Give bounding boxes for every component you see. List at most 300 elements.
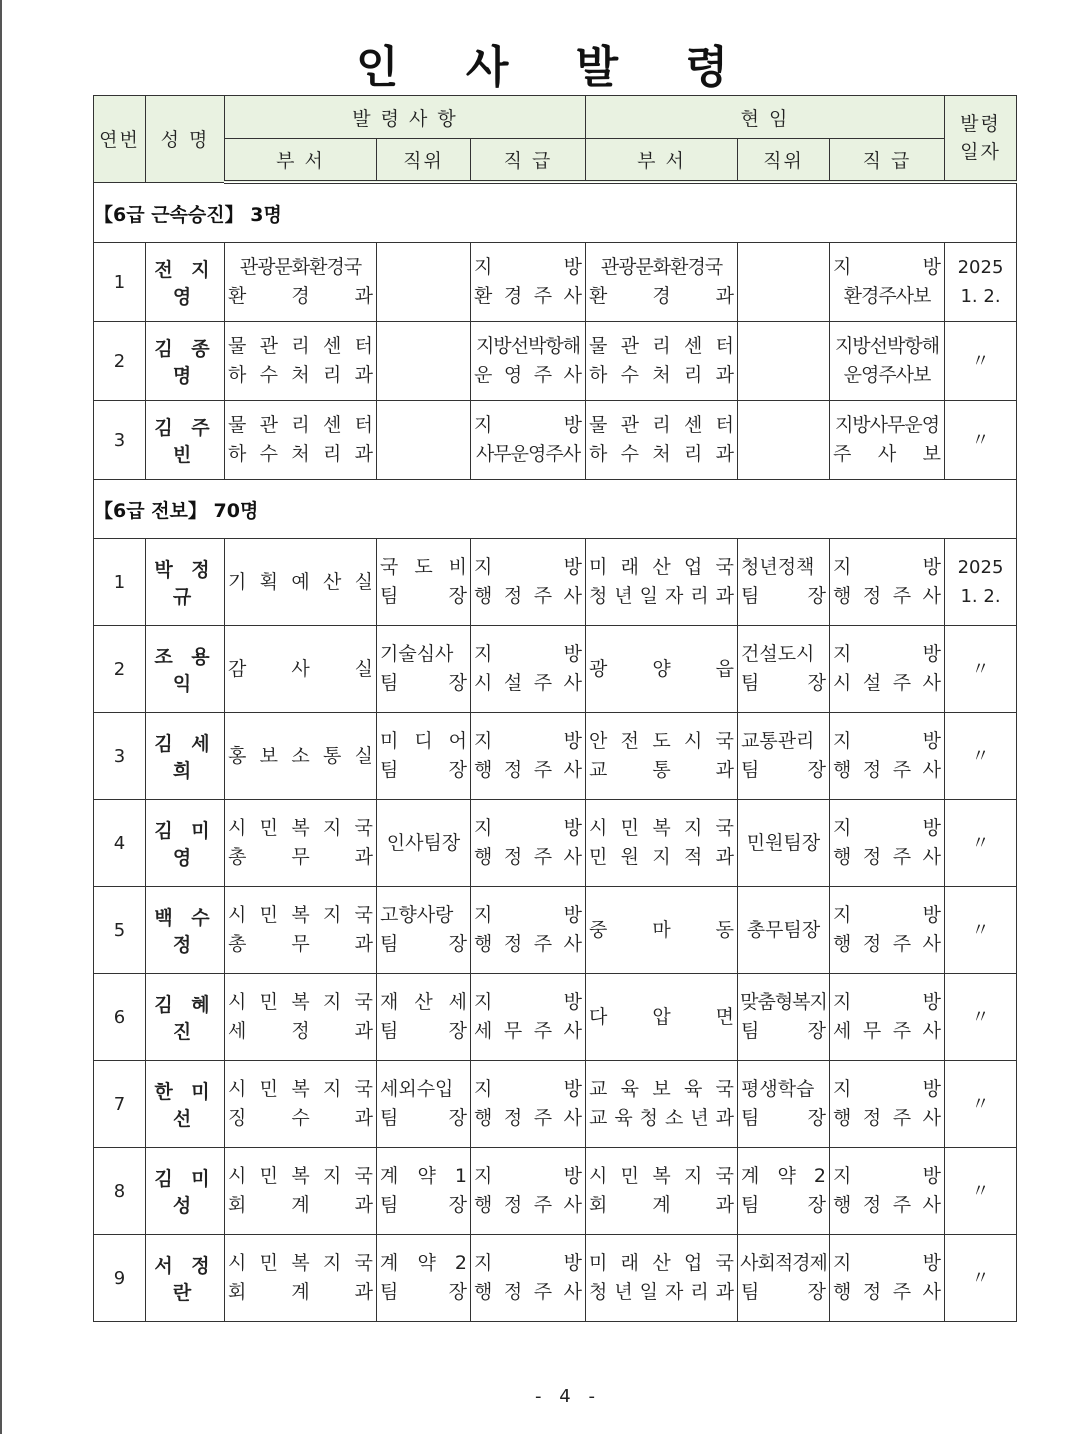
cell-word: 사 xyxy=(877,443,897,465)
order-date-line: 〃 xyxy=(971,1267,990,1289)
cell-word: 민 xyxy=(259,817,279,839)
current-grade xyxy=(830,626,945,713)
cell-word: 설 xyxy=(862,672,882,694)
cell-text: 평생학습 xyxy=(741,1078,815,1100)
cell-word: 과 xyxy=(354,1107,373,1129)
cell-word: 리 xyxy=(652,335,671,357)
cell-lines xyxy=(471,814,585,872)
new-dept xyxy=(225,626,377,713)
current-dept xyxy=(586,887,738,974)
cell-word: 방 xyxy=(922,1252,942,1274)
cell-lines xyxy=(471,1249,585,1307)
new-position xyxy=(377,713,471,800)
cell-word: 방 xyxy=(563,1165,582,1187)
cell-word: 사 xyxy=(563,933,582,955)
order-date-line: 1. 2. xyxy=(960,286,1001,307)
cell-word: 정 xyxy=(862,846,882,868)
cell-word: 지 xyxy=(683,817,703,839)
cell-word: 지 xyxy=(833,556,852,578)
cell-line xyxy=(228,1249,373,1278)
cell-word: 실 xyxy=(354,657,373,680)
cell-line xyxy=(380,727,467,756)
cell-lines xyxy=(471,1075,585,1133)
cell-word: 팀 xyxy=(380,1281,399,1303)
cell-word: 지 xyxy=(833,256,852,278)
cell-line xyxy=(741,1017,826,1046)
cell-line xyxy=(833,814,941,843)
cell-word: 복 xyxy=(652,1165,671,1187)
cell-word: 민 xyxy=(259,1252,279,1274)
table-row xyxy=(94,1148,1017,1235)
cell-word: 래 xyxy=(620,1252,640,1274)
cell-word: 물 xyxy=(589,414,608,436)
cell-word: 사 xyxy=(563,585,582,607)
order-date-line: 〃 xyxy=(971,658,990,680)
person-name: 김 미 영 xyxy=(146,800,225,887)
cell-word: 처 xyxy=(291,443,310,465)
cell-word: 시 xyxy=(683,730,703,752)
cell-word: 지 xyxy=(322,817,342,839)
cell-word: 방 xyxy=(563,643,582,665)
cell-line xyxy=(741,829,826,858)
cell-word: 리 xyxy=(652,414,671,436)
new-grade xyxy=(471,713,586,800)
cell-line xyxy=(228,1191,373,1220)
cell-word: 과 xyxy=(715,1107,734,1129)
cell-lines xyxy=(586,1249,737,1307)
cell-word: 국 xyxy=(354,991,373,1013)
cell-word: 사 xyxy=(922,846,941,868)
cell-word: 지 xyxy=(474,1078,493,1100)
header-current-position: 직위 xyxy=(738,139,830,183)
cell-line xyxy=(833,843,941,872)
cell-word: 터 xyxy=(354,335,373,357)
cell-line xyxy=(833,253,941,282)
cell-lines xyxy=(377,727,470,785)
cell-line xyxy=(380,1278,467,1307)
cell-word: 행 xyxy=(833,933,852,955)
cell-word: 팀 xyxy=(380,1020,399,1042)
new-grade xyxy=(471,1235,586,1322)
cell-word: 약 xyxy=(777,1165,796,1187)
cell-word: 시 xyxy=(228,904,247,926)
cell-word: 지 xyxy=(322,1078,342,1100)
cell-word: 행 xyxy=(474,759,493,781)
cell-word: 방 xyxy=(922,991,942,1013)
cell-word: 지 xyxy=(474,414,493,436)
cell-word: 주 xyxy=(833,443,852,465)
current-dept xyxy=(586,1061,738,1148)
cell-word: 정 xyxy=(862,1107,882,1129)
cell-word: 터 xyxy=(354,414,373,436)
cell-word: 사 xyxy=(563,364,582,386)
order-date-line: 2025 xyxy=(957,257,1004,278)
cell-lines xyxy=(830,640,944,698)
header-current-grade: 직 급 xyxy=(830,139,945,183)
cell-word: 자 xyxy=(664,585,684,607)
cell-word: 환 xyxy=(228,285,247,307)
current-dept xyxy=(586,713,738,800)
cell-word: 행 xyxy=(833,759,852,781)
current-grade xyxy=(830,539,945,626)
new-grade xyxy=(471,1148,586,1235)
cell-word: 경 xyxy=(291,285,310,307)
cell-word: 지 xyxy=(474,1252,493,1274)
cell-line xyxy=(741,988,826,1017)
cell-lines xyxy=(225,1162,376,1220)
cell-line xyxy=(833,1278,941,1307)
cell-word: 복 xyxy=(291,1252,310,1274)
cell-word: 물 xyxy=(228,335,247,357)
new-dept xyxy=(225,887,377,974)
cell-word: 행 xyxy=(833,846,852,868)
cell-word: 2 xyxy=(813,1165,826,1187)
cell-word: 장 xyxy=(807,1107,826,1129)
cell-lines xyxy=(471,901,585,959)
cell-line xyxy=(833,1249,941,1278)
new-position xyxy=(377,1061,471,1148)
cell-word: 육 xyxy=(683,1078,703,1100)
cell-lines xyxy=(830,1075,944,1133)
row-number: 8 xyxy=(94,1148,146,1235)
cell-word: 무 xyxy=(862,1020,882,1042)
cell-word: 수 xyxy=(259,443,279,465)
new-dept xyxy=(225,713,377,800)
person-name: 박 정 규 xyxy=(146,539,225,626)
cell-line xyxy=(380,1162,467,1191)
cell-word: 터 xyxy=(715,414,734,436)
cell-lines xyxy=(225,814,376,872)
cell-line xyxy=(741,1104,826,1133)
current-grade xyxy=(830,401,945,480)
cell-word: 사 xyxy=(922,672,941,694)
cell-line xyxy=(228,1017,373,1046)
cell-word: 시 xyxy=(228,817,247,839)
cell-word: 정 xyxy=(503,1194,523,1216)
cell-line xyxy=(474,727,582,756)
cell-word: 관 xyxy=(259,414,279,436)
person-name: 김 세 희 xyxy=(146,713,225,800)
table-row xyxy=(94,626,1017,713)
cell-word: 정 xyxy=(862,759,882,781)
cell-text: 교통관리 xyxy=(741,730,815,752)
cell-word: 지 xyxy=(474,256,493,278)
cell-line xyxy=(833,1017,941,1046)
current-grade xyxy=(830,243,945,322)
cell-word: 통 xyxy=(322,744,342,767)
cell-word: 복 xyxy=(291,817,310,839)
current-position xyxy=(738,974,830,1061)
cell-lines xyxy=(830,901,944,959)
table-row xyxy=(94,322,1017,401)
order-date-line: 〃 xyxy=(971,745,990,767)
cell-word: 민 xyxy=(259,1078,279,1100)
cell-word: 과 xyxy=(354,1020,373,1042)
cell-word: 미 xyxy=(589,1252,608,1274)
cell-word: 정 xyxy=(503,759,523,781)
cell-text: 인사팀장 xyxy=(386,831,461,854)
cell-word: 장 xyxy=(807,1281,826,1303)
order-date xyxy=(945,1061,1017,1148)
cell-word: 팀 xyxy=(380,1194,399,1216)
header-row-2 xyxy=(94,139,1017,183)
cell-text: 운영주사보 xyxy=(843,364,931,386)
cell-word: 지 xyxy=(474,730,493,752)
cell-word: 무 xyxy=(503,1020,523,1042)
current-position xyxy=(738,1148,830,1235)
order-date xyxy=(945,1235,1017,1322)
cell-line xyxy=(589,843,734,872)
cell-word: 약 xyxy=(417,1252,436,1274)
cell-line xyxy=(833,1104,941,1133)
cell-lines xyxy=(830,411,944,469)
cell-word: 국 xyxy=(715,1252,734,1274)
new-dept xyxy=(225,1061,377,1148)
cell-word: 과 xyxy=(354,364,373,386)
cell-word: 과 xyxy=(354,1281,373,1303)
cell-word: 리 xyxy=(291,335,310,357)
cell-line xyxy=(589,1162,734,1191)
cell-word: 센 xyxy=(683,414,703,436)
table-row xyxy=(94,713,1017,800)
cell-word: 사 xyxy=(922,1107,941,1129)
cell-line xyxy=(228,332,373,361)
cell-word: 정 xyxy=(862,933,882,955)
order-date-line: 〃 xyxy=(971,1093,990,1115)
cell-word: 시 xyxy=(589,1165,608,1187)
cell-word: 주 xyxy=(892,933,912,955)
cell-text: 기술심사 xyxy=(380,643,454,665)
cell-line xyxy=(474,640,582,669)
cell-word: 사 xyxy=(291,657,310,680)
cell-line xyxy=(380,553,467,582)
cell-word: 장 xyxy=(448,672,467,694)
cell-word: 시 xyxy=(228,1165,247,1187)
cell-line xyxy=(589,332,734,361)
current-dept xyxy=(586,243,738,322)
cell-word: 방 xyxy=(922,817,942,839)
cell-lines xyxy=(830,553,944,611)
current-grade xyxy=(830,800,945,887)
cell-lines xyxy=(225,411,376,469)
cell-line xyxy=(833,669,941,698)
cell-word: 정 xyxy=(503,846,523,868)
new-position xyxy=(377,1148,471,1235)
cell-line xyxy=(741,1249,826,1278)
cell-word: 사 xyxy=(563,285,582,307)
cell-word: 주 xyxy=(892,1107,912,1129)
cell-word: 국 xyxy=(354,817,373,839)
cell-line xyxy=(474,988,582,1017)
table-row xyxy=(94,1235,1017,1322)
cell-line xyxy=(228,568,373,597)
cell-word: 주 xyxy=(533,364,553,386)
row-number: 2 xyxy=(94,322,146,401)
document-title: 인 사 발 령 xyxy=(356,42,754,93)
new-grade xyxy=(471,626,586,713)
cell-lines xyxy=(471,1162,585,1220)
new-position xyxy=(377,401,471,480)
cell-word: 환 xyxy=(589,285,608,307)
cell-word: 주 xyxy=(533,285,553,307)
cell-line xyxy=(589,440,734,469)
cell-word: 국 xyxy=(354,904,373,926)
cell-line xyxy=(833,756,941,785)
current-dept xyxy=(586,1235,738,1322)
cell-word: 과 xyxy=(354,1194,373,1216)
cell-word: 행 xyxy=(474,1107,493,1129)
cell-line xyxy=(741,640,826,669)
cell-line xyxy=(589,727,734,756)
cell-word: 방 xyxy=(922,1165,942,1187)
cell-word: 실 xyxy=(354,744,373,767)
header-new-position: 직위 xyxy=(377,139,471,183)
cell-word: 정 xyxy=(862,1194,882,1216)
cell-lines xyxy=(830,814,944,872)
cell-word: 지 xyxy=(833,1165,852,1187)
cell-lines xyxy=(738,916,829,945)
table-row xyxy=(94,539,1017,626)
cell-line xyxy=(741,1162,826,1191)
cell-word: 행 xyxy=(474,585,493,607)
cell-line xyxy=(833,582,941,611)
order-date-line: 〃 xyxy=(971,832,990,854)
cell-word: 행 xyxy=(833,1194,852,1216)
row-number: 1 xyxy=(94,539,146,626)
cell-word: 경 xyxy=(652,285,671,307)
cell-word: 무 xyxy=(291,846,310,868)
new-position xyxy=(377,322,471,401)
cell-word: 행 xyxy=(833,585,852,607)
current-dept xyxy=(586,539,738,626)
cell-line xyxy=(474,1075,582,1104)
cell-text: 사회적경제 xyxy=(740,1252,827,1274)
cell-word: 동 xyxy=(715,918,734,941)
cell-word: 재 xyxy=(380,991,399,1013)
order-date xyxy=(945,800,1017,887)
cell-word: 주 xyxy=(892,585,912,607)
cell-line xyxy=(380,1017,467,1046)
cell-word: 사 xyxy=(922,759,941,781)
cell-lines xyxy=(471,640,585,698)
cell-lines xyxy=(471,411,585,469)
cell-word: 주 xyxy=(533,1281,553,1303)
cell-word: 환 xyxy=(474,285,493,307)
cell-line xyxy=(228,742,373,771)
cell-word: 주 xyxy=(892,1194,912,1216)
cell-lines xyxy=(225,1249,376,1307)
current-grade xyxy=(830,1148,945,1235)
cell-line xyxy=(474,669,582,698)
current-position xyxy=(738,322,830,401)
cell-word: 양 xyxy=(652,657,671,680)
cell-word: 사 xyxy=(563,846,582,868)
cell-line xyxy=(380,1191,467,1220)
cell-word: 장 xyxy=(448,1020,467,1042)
cell-lines xyxy=(738,553,829,611)
cell-word: 처 xyxy=(291,364,310,386)
cell-word: 세 xyxy=(448,991,467,1013)
cell-line xyxy=(589,655,734,684)
cell-line xyxy=(380,1249,467,1278)
cell-line xyxy=(380,756,467,785)
cell-text: 사무운영주사 xyxy=(475,443,581,465)
header-no: 연번 xyxy=(94,96,146,183)
cell-line xyxy=(228,988,373,1017)
cell-word: 전 xyxy=(620,730,640,752)
cell-word: 장 xyxy=(807,585,826,607)
person-name: 전 지 영 xyxy=(146,243,225,322)
cell-lines xyxy=(225,253,376,311)
header-row-1 xyxy=(94,96,1017,139)
cell-word: 일 xyxy=(639,1281,659,1303)
cell-word: 사 xyxy=(922,585,941,607)
cell-word: 하 xyxy=(228,364,247,386)
cell-word: 세 xyxy=(833,1020,852,1042)
cell-word: 홍 xyxy=(228,744,247,767)
cell-line xyxy=(474,756,582,785)
cell-word: 팀 xyxy=(741,759,760,781)
current-dept xyxy=(586,626,738,713)
current-grade xyxy=(830,713,945,800)
cell-word: 복 xyxy=(291,1165,310,1187)
new-dept xyxy=(225,974,377,1061)
cell-word: 민 xyxy=(259,1165,279,1187)
cell-word: 사 xyxy=(922,1281,941,1303)
cell-line xyxy=(589,582,734,611)
cell-line xyxy=(833,553,941,582)
row-number: 3 xyxy=(94,401,146,480)
new-dept xyxy=(225,243,377,322)
cell-word: 방 xyxy=(922,643,942,665)
cell-line xyxy=(741,669,826,698)
cell-word: 민 xyxy=(620,1165,640,1187)
current-position xyxy=(738,887,830,974)
cell-word: 리 xyxy=(322,443,342,465)
cell-word: 수 xyxy=(291,1107,310,1129)
new-grade xyxy=(471,401,586,480)
cell-word: 1 xyxy=(454,1165,467,1187)
cell-line xyxy=(228,282,373,311)
cell-word: 행 xyxy=(474,1281,493,1303)
cell-word: 사 xyxy=(563,1107,582,1129)
cell-text: 지방사무운영 xyxy=(834,414,940,436)
cell-word: 지 xyxy=(474,556,493,578)
table-row xyxy=(94,401,1017,480)
cell-word: 회 xyxy=(589,1194,608,1216)
current-dept xyxy=(586,322,738,401)
cell-text: 관광문화환경국 xyxy=(239,256,362,278)
cell-word: 지 xyxy=(474,904,493,926)
cell-word: 장 xyxy=(807,672,826,694)
cell-word: 방 xyxy=(922,556,942,578)
cell-word: 과 xyxy=(715,1281,734,1303)
section-title: 【6급 전보】 70명 xyxy=(94,480,1017,539)
cell-lines xyxy=(225,742,376,771)
cell-line xyxy=(833,988,941,1017)
cell-line xyxy=(474,814,582,843)
cell-line xyxy=(589,814,734,843)
cell-line xyxy=(833,727,941,756)
cell-word: 육 xyxy=(614,1107,633,1129)
new-grade xyxy=(471,243,586,322)
cell-word: 지 xyxy=(474,1165,493,1187)
cell-word: 년 xyxy=(690,1107,709,1129)
row-number: 6 xyxy=(94,974,146,1061)
cell-word: 주 xyxy=(533,1020,553,1042)
new-grade xyxy=(471,322,586,401)
current-grade xyxy=(830,1061,945,1148)
